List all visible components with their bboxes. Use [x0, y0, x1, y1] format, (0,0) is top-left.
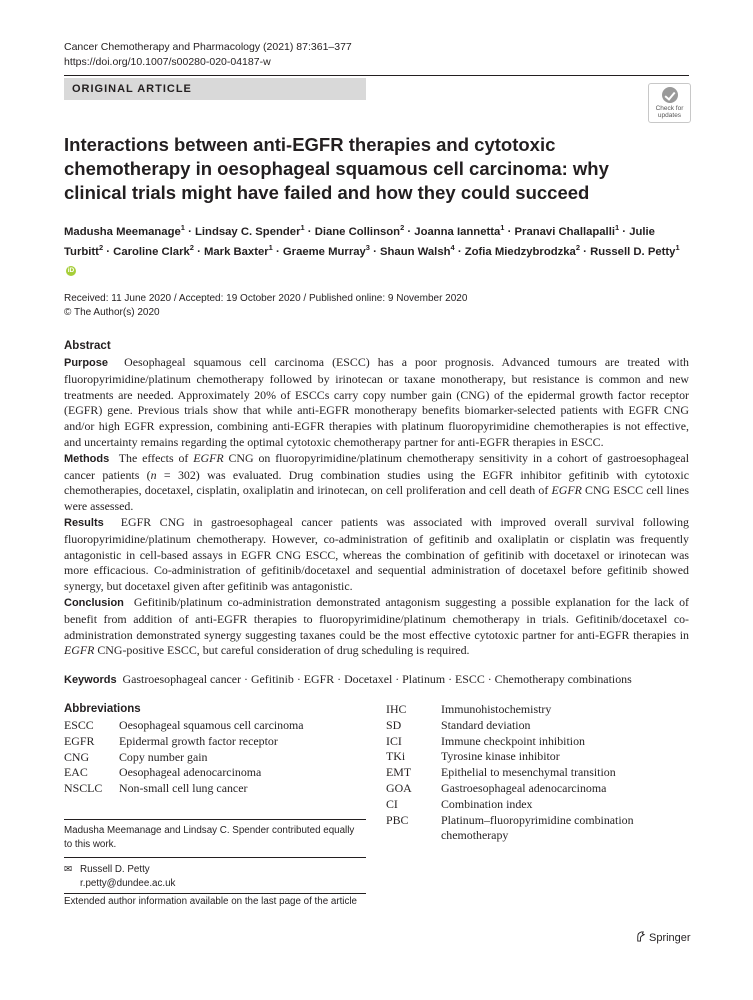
publication-dates [64, 292, 467, 320]
author-affiliation: 2 [189, 243, 194, 253]
footnote-divider-2 [64, 857, 366, 858]
abstract-methods [64, 451, 689, 515]
abstract-conclusion [64, 595, 689, 659]
conclusion-label: Conclusion [64, 596, 124, 609]
abstract-heading: Abstract [64, 340, 111, 352]
author-list: Madusha Meemanage$^1$ · Lindsay C. Spender$^1$ · Diane Collinson$^2$ · Joanna Iannetta$^1$ · Pranavi Challapalli$^1$ · Julie Turbitt$^2$ · Caroline Clark$^2$ · Mark Baxter$^1$ · Graeme Murray$^3$ · Shaun Walsh$^4$ · Zofia Miedzybrodzka$^2$ · Russell D. Petty$^1$iD [64, 223, 680, 274]
abbreviation-definition: Copy number gain [119, 749, 208, 764]
check-for-updates-badge[interactable] [648, 83, 691, 123]
author-affiliation: 1 [500, 223, 505, 232]
abbreviation-definition: Gastroesophageal adenocarcinoma [441, 780, 607, 795]
author-affiliation: 1 [180, 223, 185, 232]
methods-label: Methods [64, 452, 110, 465]
keywords-label: Keywords [64, 674, 117, 686]
abbreviation-definition: Immunohistochemistry [441, 702, 552, 716]
author-name[interactable]: Madusha Meemanage [64, 225, 181, 238]
keywords [64, 671, 689, 688]
abstract-body [64, 355, 689, 659]
author-name[interactable]: Mark Baxter [203, 246, 269, 259]
abbreviation-row [64, 765, 304, 781]
abbreviation-definition: Non-small cell lung cancer [119, 781, 248, 796]
abbreviation-term: EAC [64, 765, 88, 780]
abbreviation-row [386, 781, 686, 797]
author-affiliation: 4 [450, 243, 455, 253]
methods-text-2: CNG on fluoropyrimidine/platinum chemotherapy sensitivity in a cohort of gastroesophageal cancer patients ( [64, 450, 690, 482]
article-type-banner: ORIGINAL ARTICLE [64, 78, 366, 100]
methods-gene-1: EGFR [193, 450, 224, 465]
abbreviation-definition: Platinum–fluoropyrimidine combination chemotherapy [441, 812, 634, 843]
abbreviation-term: ESCC [64, 718, 94, 732]
abbreviation-row [64, 734, 304, 750]
corresponding-author [64, 863, 175, 891]
conclusion-text-1: Gefitinib/platinum co-administration demonstrated antagonism suggesting a possible explanation for the lack of benefit from addition of anti-EGFR therapies to fluoropyrimidine/platinum chemotherapy in trials. Gefitinib/docetaxel co-administration demonstrated synergy suggesting taxanes could be the most effective cytotoxic partner for anti-EGFR therapies in [64, 594, 689, 642]
author-name[interactable]: Zofia Miedzybrodzka [464, 246, 576, 259]
abbreviation-definition: Standard deviation [441, 717, 531, 732]
abbreviation-definition: Immune checkpoint inhibition [441, 733, 585, 748]
abbreviation-definition: Combination index [441, 796, 533, 811]
badge-label-2: updates [657, 112, 682, 119]
abbreviation-row [386, 734, 686, 750]
abbreviation-row [64, 750, 304, 766]
author-affiliation: 1 [614, 223, 620, 232]
keywords-text: Gastroesophageal cancer · Gefitinib · EGFR · Docetaxel · Platinum · ESCC · Chemotherapy combinations [122, 672, 632, 686]
author-name[interactable]: Lindsay C. Spender [195, 225, 301, 238]
corresponding-name: Russell D. Petty [80, 864, 150, 875]
author-name[interactable]: Shaun Walsh [380, 246, 451, 259]
abbreviation-definition: Oesophageal squamous cell carcinoma [119, 718, 304, 732]
springer-horse-icon [635, 931, 646, 942]
methods-n: n [150, 467, 157, 482]
publisher-logo [635, 931, 691, 945]
author-affiliation: 1 [675, 243, 680, 253]
author-name[interactable]: Russell D. Petty [590, 246, 676, 259]
methods-text-1: The effects of [118, 450, 194, 465]
abbreviation-row [386, 813, 686, 845]
abbreviations-heading: Abbreviations [64, 703, 141, 715]
author-affiliation: 2 [98, 243, 104, 253]
author-affiliation: 1 [300, 223, 305, 232]
article-title: Interactions between anti-EGFR therapies and cytotoxic chemotherapy in oesophageal squamous cell carcinoma: why clinical trials might have failed and how they could succeed [64, 134, 609, 203]
abbreviations-table-right [386, 702, 686, 844]
badge-label-1: Check for [655, 105, 684, 112]
history-dates: Received: 11 June 2020 / Accepted: 19 October 2020 / Published online: 9 November 2020 [64, 293, 468, 304]
conclusion-text-2: CNG-positive ESCC, but careful consideration of drug scheduling is required. [94, 643, 470, 658]
abbreviation-term: NSCLC [64, 781, 103, 796]
footnote-divider [64, 819, 366, 820]
check-icon [662, 87, 678, 103]
extended-info-note: Extended author information available on the last page of the article [64, 896, 358, 907]
methods-text-3: = 302) was evaluated. Drug combination studies using the EGFR inhibitor gefitinib with cytotoxic chemotherapies, docetaxel, cisplatin, oxaliplatin and irinotecan, on cell proliferation and cell death of [64, 467, 690, 498]
abbreviation-row [386, 749, 686, 765]
abbreviation-term: CI [386, 796, 398, 811]
conclusion-gene: EGFR [64, 643, 95, 658]
methods-text-4: CNG ESCC cell lines were assessed. [64, 483, 689, 514]
contribution-note: Madusha Meemanage and Lindsay C. Spender contributed equally to this work. [64, 825, 355, 850]
abbreviation-term: GOA [386, 780, 412, 795]
purpose-label: Purpose [64, 357, 109, 369]
results-text: EGFR CNG in gastroesophageal cancer patients was associated with improved overall survival following fluoropyrimidine/platinum chemotherapy. However, co-administration of gefitinib and oxaliplatin or cisplatin was frequently antagonistic in cell-based assays in EGFR CNG ESCC, whereas the combination of gefitinib with docetaxel or irinotecan was more efficacious. Co-administration of gefitinib/docetaxel and sequential administration of docetaxel before gefitinib showed synergy, but docetaxel given after gefitinib was antagonistic. [64, 514, 689, 594]
author-affiliation: 2 [575, 243, 581, 253]
abbreviation-row [386, 797, 686, 813]
header-divider [64, 75, 689, 76]
footnote-divider-3 [64, 893, 366, 894]
methods-gene-2: EGFR [551, 483, 582, 498]
results-label: Results [64, 516, 104, 529]
abbreviation-term: EMT [386, 765, 412, 780]
abbreviation-definition: Oesophageal adenocarcinoma [119, 765, 262, 780]
author-affiliation: 3 [365, 243, 370, 253]
abbreviation-term: IHC [386, 702, 407, 716]
abbreviations-table-left [64, 718, 304, 797]
copyright-line: © The Author(s) 2020 [64, 307, 160, 318]
abstract-results [64, 515, 689, 595]
abbreviation-definition: Epidermal growth factor receptor [119, 733, 278, 748]
publisher-name: Springer [649, 932, 691, 944]
envelope-icon: ✉ [64, 864, 73, 875]
abbreviation-term: TKi [386, 749, 406, 764]
journal-header [64, 40, 352, 70]
abbreviation-term: PBC [386, 812, 409, 827]
author-name[interactable]: Diane Collinson [314, 225, 401, 238]
author-name[interactable]: Caroline Clark [113, 246, 190, 259]
author-name[interactable]: Julie Turbitt [64, 225, 655, 259]
abbreviation-term: CNG [64, 749, 90, 764]
abbreviation-row [386, 718, 686, 734]
author-name[interactable]: Joanna Iannetta [414, 225, 501, 238]
author-name[interactable]: Pranavi Challapalli [514, 225, 615, 238]
abbreviation-row [386, 765, 686, 781]
author-name[interactable]: Graeme Murray [282, 246, 366, 259]
abbreviation-definition: Epithelial to mesenchymal transition [441, 765, 616, 780]
corresponding-email[interactable]: r.petty@dundee.ac.uk [80, 878, 176, 889]
abbreviation-row [386, 702, 686, 718]
author-affiliation: 2 [400, 223, 405, 232]
abbreviation-row [64, 718, 304, 734]
abbreviation-term: SD [386, 717, 402, 732]
author-affiliation: 1 [268, 243, 273, 253]
doi-link[interactable]: https://doi.org/10.1007/s00280-020-04187-w [64, 56, 271, 68]
purpose-text: Oesophageal squamous cell carcinoma (ESCC) has a poor prognosis. Advanced tumours are treated with fluoropyrimidine/platinum chemotherapy followed by irinotecan or taxane monotherapy, but resistance is common and new treatments are needed. Approximately 20% of ESCCs carry copy number gain (CNG) of the epidermal growth factor receptor (EGFR) gene. Previous trials show that while anti-EGFR monotherapy benefits biomarker-selected patients with EGFR CNG and/or high EGFR expression, combining anti-EGFR therapies with platinum fluoropyrimidine chemotherapies is not effective, and uncertainty remains regarding the optimal cytotoxic chemotherapy partner for anti-EGFR therapies in ESCC. [64, 355, 689, 449]
abbreviation-term: ICI [386, 733, 402, 748]
abbreviation-term: EGFR [64, 733, 95, 748]
abbreviation-definition: Tyrosine kinase inhibitor [441, 749, 560, 764]
journal-citation: Cancer Chemotherapy and Pharmacology (2021) 87:361–377 [64, 41, 352, 53]
abstract-purpose [64, 355, 689, 451]
orcid-icon[interactable]: iD [67, 266, 75, 274]
abbreviation-row [64, 781, 304, 797]
